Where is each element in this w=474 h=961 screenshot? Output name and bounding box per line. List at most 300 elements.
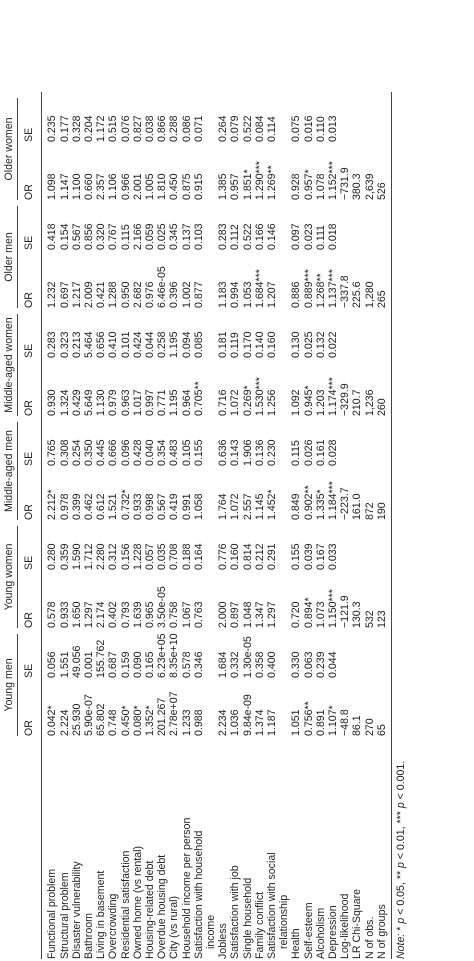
se-cell: 0.288: [168, 115, 181, 142]
or-cell: 1.183: [217, 281, 230, 308]
se-cell: 0.085: [192, 331, 205, 358]
group-header: Middle-aged men: [0, 416, 18, 520]
se-cell: 0.155: [290, 543, 303, 570]
group-header: Older men: [0, 200, 18, 308]
se-cell: 0.188: [180, 543, 193, 570]
or-cell: 1.017: [131, 389, 144, 416]
se-cell: [339, 520, 351, 570]
se-cell: 0.079: [229, 115, 242, 142]
or-cell: 9.84e-09: [241, 694, 254, 736]
se-cell: 0.866: [156, 115, 169, 142]
or-cell: 1.137***: [327, 269, 340, 308]
or-cell: 1.150***: [327, 589, 340, 628]
se-cell: 0.115: [119, 224, 132, 250]
se-cell: 8.35e+10: [168, 633, 181, 678]
se-cell: 0.283: [217, 223, 230, 250]
or-cell: 1.092: [290, 389, 303, 416]
or-cell: 1.048: [241, 601, 254, 628]
table-row: [364, 92, 376, 959]
se-cell: 0.156: [119, 543, 132, 570]
se-cell: 0.086: [180, 115, 193, 142]
or-cell: 123: [376, 570, 392, 628]
se-cell: 1.906: [241, 439, 254, 466]
or-cell: 0.933: [131, 493, 144, 520]
se-cell: 0.097: [290, 223, 303, 250]
or-cell: 0.660: [83, 173, 96, 200]
or-cell: 0.705**: [192, 381, 205, 416]
se-cell: [364, 628, 376, 678]
table-row: [144, 92, 156, 959]
or-cell: 1.145: [253, 493, 266, 520]
se-cell: [351, 200, 363, 250]
row-label: Owned home (vs rental): [131, 845, 144, 959]
or-cell: 1.207: [266, 281, 279, 308]
or-cell: 3.50e-05: [156, 586, 169, 628]
or-cell: 0.978: [58, 493, 71, 520]
se-cell: 0.283: [46, 331, 59, 358]
se-cell: 0.567: [70, 223, 83, 250]
or-cell: −48.8: [339, 709, 352, 736]
or-cell: 2.212*: [46, 489, 59, 520]
se-cell: 0.161: [314, 439, 327, 466]
se-cell: [364, 308, 376, 358]
se-cell: [205, 200, 217, 250]
se-cell: 0.358: [253, 651, 266, 678]
or-cell: 1.233: [180, 709, 193, 736]
table-note: Note: * p < 0.05, ** p < 0.01, *** p < 0.001.: [395, 760, 408, 959]
se-cell: 0.155: [192, 439, 205, 466]
se-cell: [278, 628, 290, 678]
or-cell: 1.053: [241, 281, 254, 308]
or-header: OR: [18, 142, 42, 200]
se-cell: 0.410: [107, 331, 120, 358]
or-cell: 1.374: [253, 709, 266, 736]
se-cell: 0.354: [156, 439, 169, 466]
or-cell: 5.649: [83, 389, 96, 416]
se-cell: 0.094: [180, 331, 193, 358]
table-row: [71, 92, 83, 959]
or-cell: 1.297: [266, 601, 279, 628]
row-label: Self-esteem: [302, 902, 315, 959]
se-cell: 0.332: [229, 651, 242, 678]
or-cell: 161.0: [351, 493, 364, 520]
or-cell: 1.051: [290, 709, 303, 736]
se-cell: 0.075: [290, 115, 303, 142]
or-cell: [278, 358, 290, 416]
table-row: [339, 92, 351, 959]
table-row: [229, 92, 241, 959]
se-cell: [376, 92, 392, 142]
se-cell: 0.110: [314, 116, 327, 142]
or-cell: 1.530***: [253, 377, 266, 416]
or-cell: 0.889***: [302, 269, 315, 308]
or-cell: 1.073: [314, 601, 327, 628]
or-cell: 1.217: [70, 281, 83, 308]
se-cell: [278, 520, 290, 570]
or-cell: 0.976: [144, 281, 157, 308]
se-cell: 0.330: [290, 651, 303, 678]
se-cell: [351, 308, 363, 358]
table-body: [42, 92, 392, 959]
or-cell: 1.521: [107, 493, 120, 520]
or-cell: 0.399: [70, 493, 83, 520]
se-cell: 0.063: [302, 651, 315, 678]
se-cell: 0.160: [229, 543, 242, 570]
or-cell: 1.147: [58, 173, 71, 200]
or-cell: 1,280: [363, 281, 376, 308]
table-row: [376, 92, 392, 959]
se-cell: 0.101: [119, 331, 132, 358]
or-cell: 2.78e+07: [168, 691, 181, 736]
row-label: Residential satisfaction: [119, 850, 132, 959]
or-cell: 2.682: [131, 281, 144, 308]
se-cell: 0.115: [290, 440, 303, 466]
se-cell: 0.056: [46, 651, 59, 678]
or-cell: 0.748: [107, 709, 120, 736]
or-cell: 0.421: [95, 281, 108, 308]
se-cell: 0.345: [168, 223, 181, 250]
se-cell: 0.154: [58, 223, 71, 250]
se-cell: 1.30e-05: [241, 636, 254, 678]
table-row: [107, 92, 119, 959]
or-cell: 1.152***: [327, 161, 340, 200]
se-cell: [205, 92, 217, 142]
row-label: Alcoholism: [314, 907, 327, 959]
se-cell: 0.765: [46, 439, 59, 466]
se-cell: 0.177: [58, 115, 71, 142]
or-cell: 0.963: [119, 389, 132, 416]
or-cell: 225.6: [351, 281, 364, 308]
se-cell: [364, 92, 376, 142]
row-label: Family conflict: [253, 891, 266, 959]
se-cell: 0.312: [107, 543, 120, 570]
se-cell: [205, 520, 217, 570]
se-cell: 0.112: [229, 224, 242, 250]
se-cell: 1.712: [83, 543, 96, 570]
or-cell: 0.875: [180, 173, 193, 200]
row-label: relationship: [278, 894, 291, 949]
se-cell: 0.166: [253, 223, 266, 250]
group-header: Middle-aged women: [0, 308, 18, 416]
se-cell: 0.026: [302, 439, 315, 466]
se-cell: 0.022: [327, 331, 340, 358]
se-cell: [351, 628, 363, 678]
or-cell: 210.7: [351, 389, 364, 416]
se-cell: [205, 308, 217, 358]
or-cell: [278, 142, 290, 200]
row-label: Functional problem: [46, 868, 59, 959]
or-cell: 1.067: [180, 601, 193, 628]
or-header: OR: [18, 250, 42, 308]
se-cell: 1.195: [168, 331, 181, 358]
or-cell: [205, 142, 217, 200]
or-cell: 1.290***: [253, 161, 266, 200]
or-cell: [205, 466, 217, 520]
row-label: Satisfaction with job: [229, 865, 242, 959]
se-cell: 2.280: [95, 543, 108, 570]
or-cell: 1.036: [229, 709, 242, 736]
or-cell: 0.697: [58, 281, 71, 308]
or-cell: 1.452*: [266, 489, 279, 520]
se-cell: 0.328: [70, 115, 83, 142]
se-cell: 0.140: [253, 331, 266, 358]
se-cell: 0.424: [131, 331, 144, 358]
se-cell: 0.264: [217, 115, 230, 142]
or-cell: 1.650: [70, 601, 83, 628]
or-cell: 1.288: [107, 281, 120, 308]
se-cell: 0.040: [144, 439, 157, 466]
table-row: [303, 92, 315, 959]
or-cell: 0.450: [168, 173, 181, 200]
row-label: Structural problem: [58, 872, 71, 959]
se-cell: 0.428: [131, 439, 144, 466]
or-cell: 130.3: [351, 601, 364, 628]
or-cell: [278, 466, 290, 520]
se-cell: [351, 520, 363, 570]
group-header: Young women: [0, 520, 18, 628]
or-cell: 1.100: [70, 173, 83, 200]
or-cell: 1.203: [314, 389, 327, 416]
or-cell: 2.001: [131, 173, 144, 200]
se-cell: 0.111: [314, 225, 327, 250]
row-label: N of groups: [376, 736, 392, 959]
se-cell: 0.033: [327, 543, 340, 570]
se-cell: 49.056: [70, 645, 83, 678]
se-cell: 0.025: [156, 223, 169, 250]
se-cell: [339, 308, 351, 358]
or-header: OR: [18, 466, 42, 520]
se-cell: 155.762: [95, 639, 108, 678]
se-cell: 0.136: [253, 439, 266, 466]
table-row: [315, 92, 327, 959]
group-header-row: [0, 92, 18, 959]
se-cell: 2.166: [131, 223, 144, 250]
or-cell: 0.966: [119, 173, 132, 200]
or-cell: 1.187: [266, 709, 279, 736]
or-cell: 1.256: [266, 389, 279, 416]
table-row: [120, 92, 132, 959]
or-cell: [205, 358, 217, 416]
se-cell: 0.708: [168, 543, 181, 570]
se-cell: 0.687: [107, 651, 120, 678]
or-cell: 0.902**: [302, 485, 315, 520]
row-label: LR Chi-Square: [351, 888, 364, 959]
se-cell: [278, 200, 290, 250]
or-cell: 0.891: [314, 709, 327, 736]
se-cell: 0.522: [241, 115, 254, 142]
table-row: [254, 92, 266, 959]
se-cell: 0.776: [217, 543, 230, 570]
or-cell: 270: [363, 718, 376, 736]
row-label: income: [205, 914, 218, 949]
se-cell: [205, 416, 217, 466]
se-cell: [339, 628, 351, 678]
table-row: [290, 92, 302, 959]
row-label: Living in basement: [95, 870, 108, 959]
se-cell: [278, 308, 290, 358]
or-cell: 1.072: [229, 389, 242, 416]
se-cell: 1.684: [217, 651, 230, 678]
se-cell: 0.160: [266, 331, 279, 358]
se-cell: 0.137: [180, 223, 193, 250]
or-cell: 0.419: [168, 493, 181, 520]
or-cell: 0.567: [156, 493, 169, 520]
or-cell: 0.897: [229, 601, 242, 628]
or-cell: 0.979: [107, 389, 120, 416]
se-cell: 0.483: [168, 439, 181, 466]
row-label: N of obs.: [363, 916, 376, 959]
table-row: [95, 92, 107, 959]
row-label: Log-likelihood: [339, 893, 352, 959]
se-cell: 0.105: [180, 439, 193, 466]
or-cell: 1.058: [192, 493, 205, 520]
or-cell: 86.1: [351, 715, 364, 736]
table-row: [132, 92, 144, 959]
se-cell: 0.159: [119, 651, 132, 678]
se-cell: 0.308: [58, 439, 71, 466]
or-cell: 1.005: [144, 173, 157, 200]
or-cell: −329.9: [339, 383, 352, 416]
or-cell: 0.886: [290, 281, 303, 308]
se-cell: 0.076: [119, 115, 132, 142]
se-cell: 0.143: [229, 439, 242, 466]
or-cell: 1.195: [168, 389, 181, 416]
or-cell: 65.802: [95, 703, 108, 736]
se-cell: 0.213: [70, 331, 83, 358]
or-cell: 1.269**: [266, 165, 279, 200]
or-cell: 0.578: [46, 601, 59, 628]
se-cell: 0.320: [95, 223, 108, 250]
or-cell: 2.000: [217, 601, 230, 628]
se-cell: [376, 200, 392, 250]
se-cell: 0.044: [327, 651, 340, 678]
se-cell: 0.001: [83, 651, 96, 678]
se-cell: 0.856: [83, 223, 96, 250]
or-cell: −223.7: [339, 487, 352, 520]
se-cell: 0.522: [241, 223, 254, 250]
or-cell: 0.080*: [131, 705, 144, 736]
or-cell: 2,639: [363, 173, 376, 200]
or-cell: 1.130: [95, 389, 108, 416]
or-cell: 0.945*: [302, 385, 315, 416]
or-cell: 1.324: [58, 389, 71, 416]
se-cell: [376, 416, 392, 466]
or-cell: 0.756**: [302, 701, 315, 736]
se-cell: 0.254: [70, 439, 83, 466]
or-cell: 0.998: [144, 493, 157, 520]
or-cell: 201.267: [156, 697, 169, 736]
or-cell: 0.462: [83, 493, 96, 520]
or-cell: 0.396: [168, 281, 181, 308]
or-cell: 1.106: [107, 173, 120, 200]
se-cell: 1.228: [131, 543, 144, 570]
se-cell: 5.464: [83, 331, 96, 358]
table-row: [83, 92, 95, 959]
se-cell: [364, 200, 376, 250]
or-cell: 0.964: [180, 389, 193, 416]
table-row: [351, 92, 363, 959]
se-cell: 0.096: [119, 439, 132, 466]
or-cell: 2.357: [95, 173, 108, 200]
or-cell: 1.107*: [327, 705, 340, 736]
or-cell: 0.915: [192, 173, 205, 200]
row-label: Single household: [241, 877, 254, 959]
table-row: [242, 92, 254, 959]
se-cell: 0.445: [95, 439, 108, 466]
or-cell: 1.002: [180, 281, 193, 308]
se-cell: 0.636: [217, 439, 230, 466]
se-cell: 0.814: [241, 543, 254, 570]
or-cell: 1.098: [46, 173, 59, 200]
or-cell: 0.957*: [302, 169, 315, 200]
table-row: [42, 92, 59, 959]
or-cell: 1.639: [131, 601, 144, 628]
se-cell: 0.114: [266, 116, 279, 142]
se-cell: [278, 92, 290, 142]
or-cell: −731.9: [339, 167, 352, 200]
or-cell: 0.877: [192, 281, 205, 308]
or-cell: 872: [363, 502, 376, 520]
se-cell: 0.291: [266, 543, 279, 570]
se-cell: 0.239: [314, 651, 327, 678]
or-cell: 0.763: [192, 601, 205, 628]
or-cell: 0.716: [217, 389, 230, 416]
se-cell: 0.146: [266, 223, 279, 250]
se-cell: 0.323: [58, 331, 71, 358]
or-cell: 1.385: [217, 173, 230, 200]
table-row: [217, 92, 229, 959]
se-cell: [376, 308, 392, 358]
se-cell: 0.090: [131, 651, 144, 678]
or-cell: [205, 250, 217, 308]
or-cell: 1.335*: [314, 489, 327, 520]
se-cell: 0.170: [241, 331, 254, 358]
or-cell: 6.46e-05: [156, 266, 169, 308]
se-cell: 0.666: [107, 439, 120, 466]
se-cell: [339, 92, 351, 142]
se-cell: 0.038: [144, 115, 157, 142]
se-header: SE: [18, 628, 42, 678]
se-cell: 0.164: [192, 543, 205, 570]
or-cell: [205, 678, 217, 736]
or-cell: 0.771: [156, 389, 169, 416]
or-cell: 260: [376, 358, 392, 416]
or-cell: 0.793: [119, 601, 132, 628]
column-header-row: [18, 92, 42, 959]
se-cell: 0.346: [192, 651, 205, 678]
table-row: [278, 92, 290, 959]
stub-header: [0, 736, 18, 959]
or-header: OR: [18, 358, 42, 416]
or-cell: [278, 678, 290, 736]
se-cell: [339, 416, 351, 466]
or-cell: 65: [376, 678, 392, 736]
se-cell: [351, 416, 363, 466]
se-cell: 0.039: [302, 543, 315, 570]
se-cell: 0.212: [253, 543, 266, 570]
row-label: Depression: [327, 905, 340, 959]
se-cell: 0.235: [46, 115, 59, 142]
row-label: Overdue housing debt: [156, 854, 169, 959]
se-cell: 0.167: [314, 543, 327, 570]
se-cell: 0.119: [229, 332, 242, 358]
or-cell: 0.994: [229, 281, 242, 308]
se-cell: 0.103: [192, 223, 205, 250]
group-header: Young men: [0, 628, 18, 736]
or-cell: 0.429: [70, 389, 83, 416]
se-cell: 0.230: [266, 439, 279, 466]
se-cell: 0.258: [156, 331, 169, 358]
